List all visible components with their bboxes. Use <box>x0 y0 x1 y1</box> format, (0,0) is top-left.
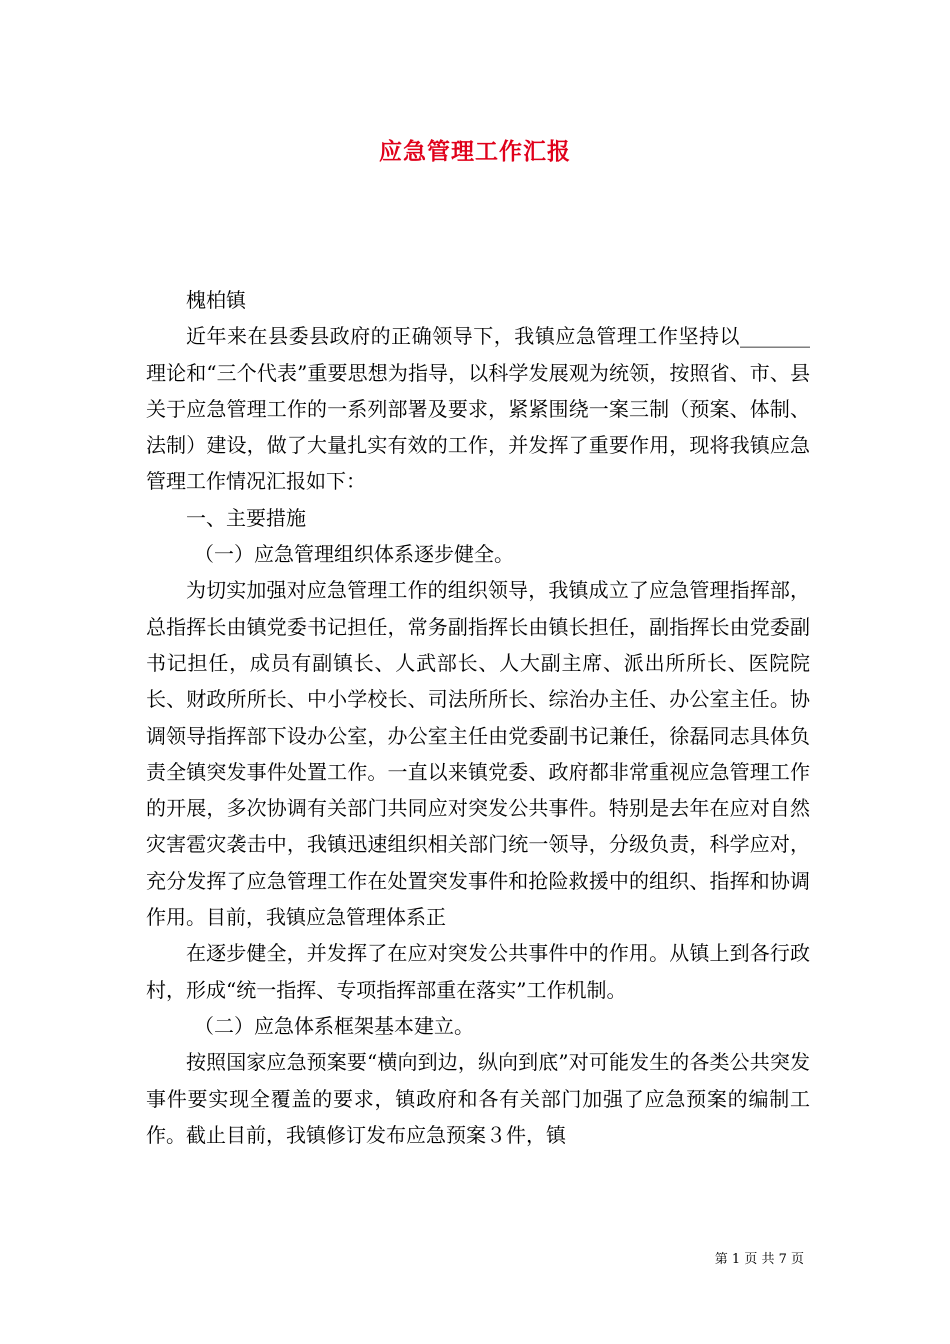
page-number: 第 1 页 共 7 页 <box>714 1252 804 1267</box>
subsection-heading-framework: （二）应急体系框架基本建立。 <box>194 1013 474 1038</box>
section-heading-main-measures: 一、主要措施 <box>186 505 306 530</box>
document-title: 应急管理工作汇报 <box>379 138 571 165</box>
paragraph-intro: 近年来在县委县政府的正确领导下，我镇应急管理工作坚持以_______理论和“三个代表”重要思想为指导，以科学发展观为统领，按照省、市、县关于应急管理工作的一系列部署及要求，紧紧围绕一案三制（预案、体制、法制）建设，做了大量扎实有效的工作，并发挥了重要作用，现将我镇应急管理工作情况汇报如下： <box>146 324 810 494</box>
paragraph-town-name: 槐柏镇 <box>186 288 246 312</box>
document-body <box>146 282 810 1153</box>
paragraph-organization: 为切实加强对应急管理工作的组织领导，我镇成立了应急管理指挥部，总指挥长由镇党委书记担任，常务副指挥长由镇长担任，副指挥长由党委副书记担任，成员有副镇长、人武部长、人大副主席、派出所所长、医院院长、财政所所长、中小学校长、司法所所长、综治办主任、办公室主任。协调领导指挥部下设办公室，办公室主任由党委副书记兼任，徐磊同志具体负责全镇突发事件处置工作。一直以来镇党委、政府都非常重视应急管理工作的开展，多次协调有关部门共同应对突发公共事件。特别是去年在应对自然灾害雹灾袭击中，我镇迅速组织相关部门统一领导，分级负责，科学应对，充分发挥了应急管理工作在处置突发事件和抢险救援中的组织、指挥和协调作用。目前，我镇应急管理体系正 <box>146 578 810 930</box>
paragraph-organization-continued: 在逐步健全，并发挥了在应对突发公共事件中的作用。从镇上到各行政村，形成“统一指挥、专项指挥部重在落实”工作机制。 <box>146 941 810 1002</box>
paragraph-framework: 按照国家应急预案要“横向到边，纵向到底”对可能发生的各类公共突发事件要实现全覆盖的要求，镇政府和各有关部门加强了应急预案的编制工作。截止目前，我镇修订发布应急预案３件，镇 <box>146 1050 810 1147</box>
subsection-heading-organization: （一）应急管理组织体系逐步健全。 <box>194 542 514 567</box>
